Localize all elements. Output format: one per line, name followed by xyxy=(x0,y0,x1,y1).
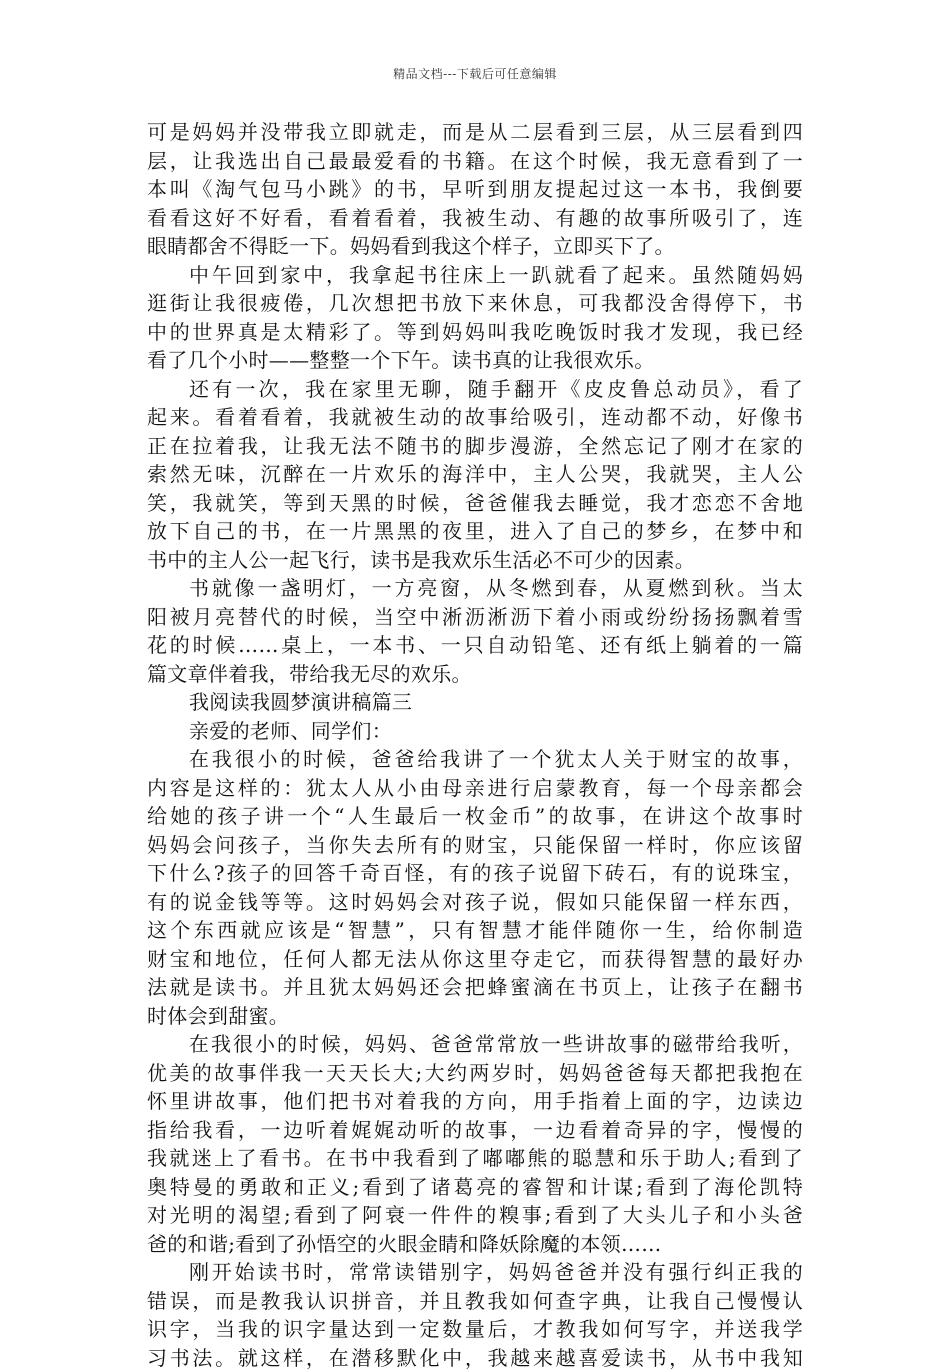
text-line: 在我很小的时候，妈妈、爸爸常常放一些讲故事的磁带给我听， xyxy=(147,1030,803,1059)
text-line: 花的时候……桌上，一本书、一只自动铅笔、还有纸上躺着的一篇 xyxy=(147,631,803,660)
text-line: 爸的和谐;看到了孙悟空的火眼金睛和降妖除魔的本领…… xyxy=(147,1230,803,1259)
text-line: 索然无味，沉醉在一片欢乐的海洋中，主人公哭，我就哭，主人公 xyxy=(147,460,803,489)
text-line: 错误，而是教我认识拼音，并且教我如何查字典，让我自己慢慢认 xyxy=(147,1287,803,1316)
document-body xyxy=(147,118,803,1372)
text-line: 时体会到甜蜜。 xyxy=(147,1002,803,1031)
text-line: 放下自己的书，在一片黑黑的夜里，进入了自己的梦乡，在梦中和 xyxy=(147,517,803,546)
text-line: 识字，当我的识字量达到一定数量后，才教我如何写字，并送我学 xyxy=(147,1315,803,1344)
text-line: 层，让我选出自己最最爱看的书籍。在这个时候，我无意看到了一 xyxy=(147,147,803,176)
text-line: 本叫《淘气包马小跳》的书，早听到朋友提起过这一本书，我倒要 xyxy=(147,175,803,204)
text-line: 对光明的渴望;看到了阿衰一件件的糗事;看到了大头儿子和小头爸 xyxy=(147,1201,803,1230)
text-line: 逛街让我很疲倦，几次想把书放下来休息，可我都没舍得停下，书 xyxy=(147,289,803,318)
text-line: 优美的故事伴我一天天长大;大约两岁时，妈妈爸爸每天都把我抱在 xyxy=(147,1059,803,1088)
text-line: 亲爱的老师、同学们： xyxy=(147,717,803,746)
text-line: 财宝和地位，任何人都无法从你这里夺走它，而获得智慧的最好办 xyxy=(147,945,803,974)
text-line: 看看这好不好看，看着看着，我被生动、有趣的故事所吸引了，连 xyxy=(147,204,803,233)
text-line: 奥特曼的勇敢和正义;看到了诸葛亮的睿智和计谋;看到了海伦凯特 xyxy=(147,1173,803,1202)
text-line: 我就迷上了看书。在书中我看到了嘟嘟熊的聪慧和乐于助人;看到了 xyxy=(147,1144,803,1173)
text-line: 刚开始读书时，常常读错别字，妈妈爸爸并没有强行纠正我的 xyxy=(147,1258,803,1287)
text-line: 眼睛都舍不得眨一下。妈妈看到我这个样子，立即买下了。 xyxy=(147,232,803,261)
text-line: 中的世界真是太精彩了。等到妈妈叫我吃晚饭时我才发现，我已经 xyxy=(147,318,803,347)
text-line: 笑，我就笑，等到天黑的时候，爸爸催我去睡觉，我才恋恋不舍地 xyxy=(147,489,803,518)
text-line: 阳被月亮替代的时候，当空中淅沥淅沥下着小雨或纷纷扬扬飘着雪 xyxy=(147,603,803,632)
text-line: 篇文章伴着我，带给我无尽的欢乐。 xyxy=(147,660,803,689)
text-line: 可是妈妈并没带我立即就走，而是从二层看到三层，从三层看到四 xyxy=(147,118,803,147)
text-line: 起来。看着看着，我就被生动的故事给吸引，连动都不动，好像书 xyxy=(147,403,803,432)
text-line: 有的说金钱等等。这时妈妈会对孩子说，假如只能保留一样东西， xyxy=(147,888,803,917)
text-line: 这个东西就应该是“智慧”，只有智慧才能伴随你一生，给你制造 xyxy=(147,916,803,945)
text-line: 内容是这样的：犹太人从小由母亲进行启蒙教育，每一个母亲都会 xyxy=(147,774,803,803)
text-line: 书中的主人公一起飞行，读书是我欢乐生活必不可少的因素。 xyxy=(147,546,803,575)
text-line: 怀里讲故事，他们把书对着我的方向，用手指着上面的字，边读边 xyxy=(147,1087,803,1116)
text-line: 书就像一盏明灯，一方亮窗，从冬燃到春，从夏燃到秋。当太 xyxy=(147,574,803,603)
text-line: 法就是读书。并且犹太妈妈还会把蜂蜜滴在书页上，让孩子在翻书 xyxy=(147,973,803,1002)
text-line: 看了几个小时——整整一个下午。读书真的让我很欢乐。 xyxy=(147,346,803,375)
text-line: 我阅读我圆梦演讲稿篇三 xyxy=(147,688,803,717)
page-header: 精品文档---下载后可任意编辑 xyxy=(0,66,950,82)
text-line: 给她的孩子讲一个“人生最后一枚金币”的故事，在讲这个故事时 xyxy=(147,802,803,831)
text-line: 正在拉着我，让我无法不随书的脚步漫游，全然忘记了刚才在家的 xyxy=(147,432,803,461)
text-line: 在我很小的时候，爸爸给我讲了一个犹太人关于财宝的故事， xyxy=(147,745,803,774)
text-line: 下什么?孩子的回答千奇百怪，有的孩子说留下砖石，有的说珠宝， xyxy=(147,859,803,888)
text-line: 妈妈会问孩子，当你失去所有的财宝，只能保留一样时，你应该留 xyxy=(147,831,803,860)
text-line: 中午回到家中，我拿起书往床上一趴就看了起来。虽然随妈妈 xyxy=(147,261,803,290)
text-line: 指给我看，一边听着娓娓动听的故事，一边看着奇异的字，慢慢的 xyxy=(147,1116,803,1145)
text-line: 习书法。就这样，在潜移默化中，我越来越喜爱读书，从书中我知 xyxy=(147,1344,803,1372)
text-line: 还有一次，我在家里无聊，随手翻开《皮皮鲁总动员》，看了 xyxy=(147,375,803,404)
